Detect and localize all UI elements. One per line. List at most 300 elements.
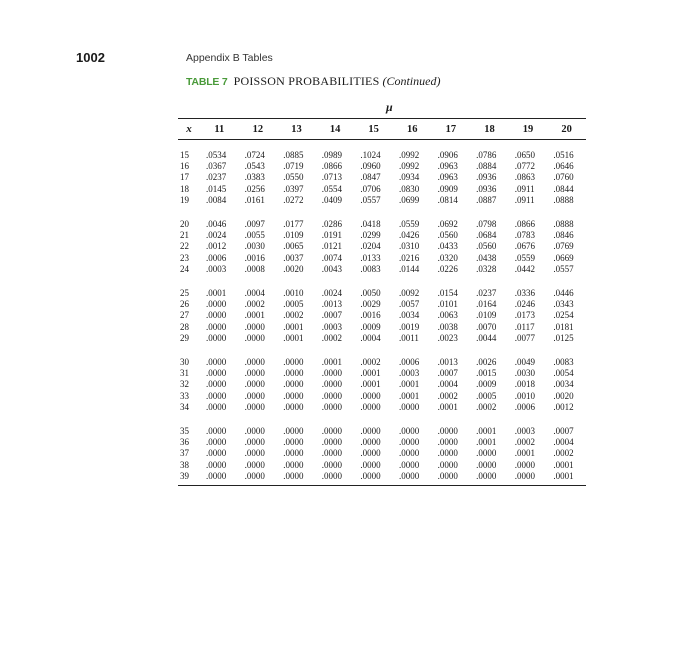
probability-cell: .0772 [514, 161, 535, 172]
probability-cell: .0001 [553, 459, 574, 470]
table-row [178, 321, 586, 332]
probability-cell: .0016 [360, 310, 381, 321]
probability-cell: .0000 [476, 471, 497, 482]
probability-cell: .0557 [553, 264, 574, 275]
table-row [178, 287, 586, 298]
probability-cell: .0002 [553, 448, 574, 459]
x-value-cell: 39 [180, 471, 189, 482]
probability-cell: .0254 [553, 310, 574, 321]
probability-cell: .0092 [398, 287, 420, 298]
probability-cell: .0007 [321, 310, 343, 321]
table-row [178, 448, 586, 459]
probability-cell: .0909 [437, 183, 458, 194]
probability-cell: .0554 [321, 183, 343, 194]
probability-cell: .0001 [398, 379, 420, 390]
probability-cell: .0083 [553, 356, 574, 367]
probability-cell: .0000 [476, 448, 497, 459]
probability-cell: .0013 [321, 298, 343, 309]
x-value-cell: 35 [180, 425, 189, 436]
probability-cell: .0992 [398, 149, 420, 160]
probability-cell: .0960 [360, 161, 381, 172]
probability-cell: .0008 [244, 264, 265, 275]
probability-cell: .0887 [476, 195, 497, 206]
probability-cell: .0760 [553, 172, 574, 183]
probability-cell: .0798 [476, 218, 497, 229]
probability-cell: .0000 [283, 425, 304, 436]
probability-cell: .0000 [244, 436, 265, 447]
probability-cell: .1024 [360, 149, 381, 160]
probability-cell: .0204 [360, 241, 381, 252]
probability-cell: .0769 [553, 241, 574, 252]
column-header-row [178, 120, 586, 138]
probability-cell: .0000 [360, 436, 381, 447]
probability-cell: .0246 [514, 298, 535, 309]
probability-cell: .0000 [283, 390, 304, 401]
probability-cell: .0000 [244, 448, 265, 459]
x-value-cell: 38 [180, 459, 189, 470]
probability-cell: .0000 [437, 425, 458, 436]
probability-cell: .0906 [437, 149, 458, 160]
probability-cell: .0343 [553, 298, 574, 309]
probability-cell: .0077 [514, 333, 535, 344]
mu-column-header: 17 [445, 123, 457, 135]
probability-cell: .0000 [283, 379, 304, 390]
probability-cell: .0559 [514, 252, 535, 263]
probability-cell: .0002 [476, 402, 497, 413]
probability-cell: .0003 [321, 321, 343, 332]
probability-cell: .0117 [514, 321, 535, 332]
probability-cell: .0037 [283, 252, 304, 263]
probability-cell: .0034 [553, 379, 574, 390]
probability-cell: .0438 [476, 252, 497, 263]
probability-cell: .0003 [398, 367, 420, 378]
probability-cell: .0002 [437, 390, 458, 401]
probability-cell: .0446 [553, 287, 574, 298]
table-row [178, 390, 586, 401]
probability-cell: .0000 [206, 390, 227, 401]
probability-cell: .0083 [360, 264, 381, 275]
probability-cell: .0001 [283, 321, 304, 332]
table-row [178, 183, 586, 194]
probability-cell: .0016 [244, 252, 265, 263]
probability-cell: .0684 [476, 230, 497, 241]
probability-cell: .0001 [321, 356, 343, 367]
probability-cell: .0866 [514, 218, 535, 229]
probability-cell: .0002 [283, 310, 304, 321]
probability-cell: .0030 [244, 241, 265, 252]
probability-cell: .0026 [476, 356, 497, 367]
probability-cell: .0226 [437, 264, 458, 275]
poisson-table [178, 100, 586, 486]
probability-cell: .0015 [476, 367, 497, 378]
table-label: TABLE 7 [186, 76, 228, 88]
probability-cell: .0001 [360, 379, 381, 390]
x-value-cell: 21 [180, 230, 189, 241]
probability-cell: .0154 [437, 287, 458, 298]
probability-cell: .0310 [398, 241, 420, 252]
x-value-cell: 33 [180, 390, 189, 401]
probability-cell: .0000 [244, 390, 265, 401]
probability-cell: .0144 [398, 264, 420, 275]
probability-cell: .0044 [476, 333, 497, 344]
probability-cell: .0963 [437, 172, 458, 183]
probability-cell: .0029 [360, 298, 381, 309]
probability-cell: .0006 [398, 356, 420, 367]
probability-cell: .0000 [398, 436, 420, 447]
probability-cell: .0009 [360, 321, 381, 332]
x-value-cell: 25 [180, 287, 189, 298]
probability-cell: .0000 [206, 310, 227, 321]
table-row [178, 459, 586, 470]
table-row [178, 401, 586, 412]
table-row [178, 332, 586, 343]
table-row [178, 218, 586, 229]
probability-cell: .0559 [398, 218, 420, 229]
probability-cell: .0000 [514, 459, 535, 470]
probability-cell: .0000 [283, 448, 304, 459]
mu-column-header: 19 [522, 123, 534, 135]
table-row [178, 149, 586, 160]
probability-cell: .0009 [476, 379, 497, 390]
probability-cell: .0161 [244, 195, 265, 206]
probability-cell: .0000 [437, 471, 458, 482]
probability-cell: .0063 [437, 310, 458, 321]
x-value-cell: 29 [180, 333, 189, 344]
probability-cell: .0133 [360, 252, 381, 263]
header-rule-top [178, 118, 586, 119]
probability-cell: .0013 [437, 356, 458, 367]
probability-cell: .0001 [206, 287, 227, 298]
probability-cell: .0888 [553, 195, 574, 206]
probability-cell: .0989 [321, 149, 343, 160]
probability-cell: .0000 [283, 402, 304, 413]
probability-cell: .0177 [283, 218, 304, 229]
probability-cell: .0936 [476, 172, 497, 183]
table-row [178, 310, 586, 321]
probability-cell: .0256 [244, 183, 265, 194]
x-value-cell: 30 [180, 356, 189, 367]
mu-column-header: 20 [561, 123, 572, 135]
probability-cell: .0650 [514, 149, 535, 160]
probability-cell: .0000 [514, 471, 535, 482]
probability-cell: .0065 [283, 241, 304, 252]
probability-cell: .0000 [398, 471, 420, 482]
probability-cell: .0830 [398, 183, 420, 194]
probability-cell: .0299 [360, 230, 381, 241]
probability-cell: .0005 [476, 390, 497, 401]
mu-symbol: μ [386, 100, 393, 114]
probability-cell: .0367 [206, 161, 227, 172]
probability-cell: .0001 [514, 448, 535, 459]
probability-cell: .0000 [244, 356, 265, 367]
table-row [178, 264, 586, 275]
running-head: Appendix B Tables [186, 52, 273, 64]
probability-cell: .0000 [360, 448, 381, 459]
probability-cell: .0084 [206, 195, 227, 206]
probability-cell: .0024 [206, 230, 227, 241]
probability-cell: .0216 [398, 252, 420, 263]
probability-cell: .0000 [321, 459, 343, 470]
probability-cell: .0646 [553, 161, 574, 172]
probability-cell: .0000 [206, 356, 227, 367]
probability-cell: .0001 [437, 402, 458, 413]
probability-cell: .0018 [514, 379, 535, 390]
probability-cell: .0038 [437, 321, 458, 332]
probability-cell: .0397 [283, 183, 304, 194]
row-group [178, 218, 586, 275]
probability-cell: .0050 [360, 287, 381, 298]
probability-cell: .0000 [206, 448, 227, 459]
table-row [178, 229, 586, 240]
probability-cell: .0121 [321, 241, 343, 252]
row-group [178, 287, 586, 344]
x-column-header: x [186, 123, 192, 135]
probability-cell: .0847 [360, 172, 381, 183]
table-row [178, 470, 586, 481]
probability-cell: .0534 [206, 149, 227, 160]
row-group [178, 425, 586, 482]
probability-cell: .0320 [437, 252, 458, 263]
table-row [178, 356, 586, 367]
x-value-cell: 36 [180, 436, 189, 447]
probability-cell: .0000 [206, 298, 227, 309]
x-value-cell: 18 [180, 183, 189, 194]
probability-cell: .0911 [514, 183, 535, 194]
x-value-cell: 28 [180, 321, 189, 332]
probability-cell: .0000 [398, 459, 420, 470]
probability-cell: .0557 [360, 195, 381, 206]
probability-cell: .0442 [514, 264, 535, 275]
x-value-cell: 22 [180, 241, 189, 252]
probability-cell: .0000 [244, 379, 265, 390]
probability-cell: .0001 [553, 471, 574, 482]
probability-cell: .0692 [437, 218, 458, 229]
probability-cell: .0000 [321, 448, 343, 459]
probability-cell: .0000 [244, 367, 265, 378]
probability-cell: .0057 [398, 298, 420, 309]
probability-cell: .0173 [514, 310, 535, 321]
row-group [178, 356, 586, 413]
probability-cell: .0000 [244, 471, 265, 482]
probability-cell: .0010 [283, 287, 304, 298]
probability-cell: .0543 [244, 161, 265, 172]
probability-cell: .0024 [321, 287, 343, 298]
probability-cell: .0109 [476, 310, 497, 321]
probability-cell: .0012 [553, 402, 574, 413]
probability-cell: .0237 [206, 172, 227, 183]
x-value-cell: 24 [180, 264, 189, 275]
probability-cell: .0676 [514, 241, 535, 252]
probability-cell: .0409 [321, 195, 343, 206]
probability-cell: .0888 [553, 218, 574, 229]
x-value-cell: 26 [180, 298, 189, 309]
probability-cell: .0885 [283, 149, 304, 160]
probability-cell: .0000 [283, 436, 304, 447]
probability-cell: .0000 [206, 333, 227, 344]
x-value-cell: 31 [180, 367, 189, 378]
probability-cell: .0328 [476, 264, 497, 275]
probability-cell: .0007 [553, 425, 574, 436]
probability-cell: .0003 [514, 425, 535, 436]
probability-cell: .0001 [476, 436, 497, 447]
probability-cell: .0034 [398, 310, 420, 321]
x-value-cell: 17 [180, 172, 189, 183]
probability-cell: .0002 [360, 356, 381, 367]
probability-cell: .0560 [476, 241, 497, 252]
probability-cell: .0000 [206, 436, 227, 447]
mu-column-header: 13 [291, 123, 302, 135]
probability-cell: .0000 [244, 402, 265, 413]
probability-cell: .0004 [244, 287, 265, 298]
x-value-cell: 23 [180, 252, 189, 263]
probability-cell: .0724 [244, 149, 265, 160]
probability-cell: .0000 [437, 436, 458, 447]
probability-cell: .0000 [244, 459, 265, 470]
x-value-cell: 34 [180, 402, 189, 413]
probability-cell: .0046 [206, 218, 227, 229]
probability-cell: .0049 [514, 356, 535, 367]
probability-cell: .0934 [398, 172, 420, 183]
probability-cell: .0000 [321, 436, 343, 447]
probability-cell: .0005 [283, 298, 304, 309]
probability-cell: .0101 [437, 298, 458, 309]
probability-cell: .0070 [476, 321, 497, 332]
probability-cell: .0000 [360, 471, 381, 482]
probability-cell: .0516 [553, 149, 574, 160]
probability-cell: .0011 [398, 333, 419, 344]
probability-cell: .0000 [244, 425, 265, 436]
probability-cell: .0006 [206, 252, 227, 263]
x-value-cell: 27 [180, 310, 189, 321]
probability-cell: .0003 [206, 264, 227, 275]
probability-cell: .0001 [360, 367, 381, 378]
probability-cell: .0055 [244, 230, 265, 241]
probability-cell: .0000 [321, 390, 343, 401]
probability-cell: .0272 [283, 195, 304, 206]
probability-cell: .0097 [244, 218, 265, 229]
probability-cell: .0000 [244, 321, 265, 332]
probability-cell: .0846 [553, 230, 574, 241]
probability-cell: .0000 [206, 402, 227, 413]
probability-cell: .0000 [321, 471, 343, 482]
probability-cell: .0000 [476, 459, 497, 470]
probability-cell: .0023 [437, 333, 458, 344]
probability-cell: .0786 [476, 149, 497, 160]
probability-cell: .0383 [244, 172, 265, 183]
probability-cell: .0002 [321, 333, 343, 344]
table-footer-rule [178, 485, 586, 486]
probability-cell: .0963 [437, 161, 458, 172]
probability-cell: .0030 [514, 367, 535, 378]
table-row [178, 252, 586, 263]
probability-cell: .0911 [514, 195, 535, 206]
probability-cell: .0844 [553, 183, 574, 194]
probability-cell: .0007 [437, 367, 458, 378]
probability-cell: .0000 [206, 367, 227, 378]
probability-cell: .0164 [476, 298, 497, 309]
probability-cell: .0706 [360, 183, 381, 194]
table-row [178, 425, 586, 436]
probability-cell: .0000 [437, 459, 458, 470]
probability-cell: .0286 [321, 218, 343, 229]
probability-cell: .0000 [321, 402, 343, 413]
probability-cell: .0000 [206, 425, 227, 436]
probability-cell: .0000 [398, 402, 420, 413]
probability-cell: .0004 [360, 333, 381, 344]
probability-cell: .0814 [437, 195, 458, 206]
probability-cell: .0019 [398, 321, 420, 332]
probability-cell: .0012 [206, 241, 227, 252]
probability-cell: .0000 [321, 425, 343, 436]
table-title: POISSON PROBABILITIES [233, 74, 380, 88]
probability-cell: .0020 [553, 390, 574, 401]
probability-cell: .0191 [321, 230, 343, 241]
x-value-cell: 37 [180, 448, 189, 459]
probability-cell: .0433 [437, 241, 458, 252]
probability-cell: .0000 [398, 448, 420, 459]
probability-cell: .0001 [398, 390, 420, 401]
probability-cell: .0043 [321, 264, 343, 275]
probability-cell: .0001 [244, 310, 265, 321]
table-body [178, 149, 586, 482]
probability-cell: .0863 [514, 172, 535, 183]
row-group [178, 149, 586, 206]
probability-cell: .0699 [398, 195, 420, 206]
x-value-cell: 32 [180, 379, 189, 390]
probability-cell: .0000 [283, 356, 304, 367]
probability-cell: .0000 [206, 459, 227, 470]
probability-cell: .0000 [321, 379, 343, 390]
mu-column-header: 14 [329, 123, 341, 135]
probability-cell: .0145 [206, 183, 227, 194]
page-number: 1002 [76, 50, 105, 65]
table-title-continued: (Continued) [382, 74, 441, 88]
probability-cell: .0002 [514, 436, 535, 447]
probability-cell: .0020 [283, 264, 304, 275]
probability-cell: .0001 [476, 425, 497, 436]
table-row [178, 172, 586, 183]
mu-column-header: 16 [407, 123, 418, 135]
mu-column-header: 11 [214, 123, 225, 135]
probability-cell: .0000 [206, 471, 227, 482]
probability-cell: .0000 [283, 367, 304, 378]
table-row [178, 436, 586, 447]
probability-cell: .0418 [360, 218, 381, 229]
table-row [178, 367, 586, 378]
mu-column-header: 12 [252, 123, 264, 135]
x-value-cell: 16 [180, 161, 189, 172]
probability-cell: .0010 [514, 390, 535, 401]
probability-cell: .0884 [476, 161, 497, 172]
mu-header-row [178, 100, 586, 118]
mu-column-header: 15 [368, 123, 379, 135]
table-row [178, 379, 586, 390]
probability-cell: .0125 [553, 333, 574, 344]
table-row [178, 298, 586, 309]
probability-cell: .0109 [283, 230, 304, 241]
probability-cell: .0713 [321, 172, 343, 183]
probability-cell: .0336 [514, 287, 535, 298]
probability-cell: .0000 [321, 367, 343, 378]
probability-cell: .0237 [476, 287, 497, 298]
mu-column-header: 18 [484, 123, 495, 135]
probability-cell: .0074 [321, 252, 343, 263]
probability-cell: .0936 [476, 183, 497, 194]
probability-cell: .0000 [206, 379, 227, 390]
probability-cell: .0000 [437, 448, 458, 459]
probability-cell: .0000 [360, 390, 381, 401]
probability-cell: .0000 [360, 459, 381, 470]
